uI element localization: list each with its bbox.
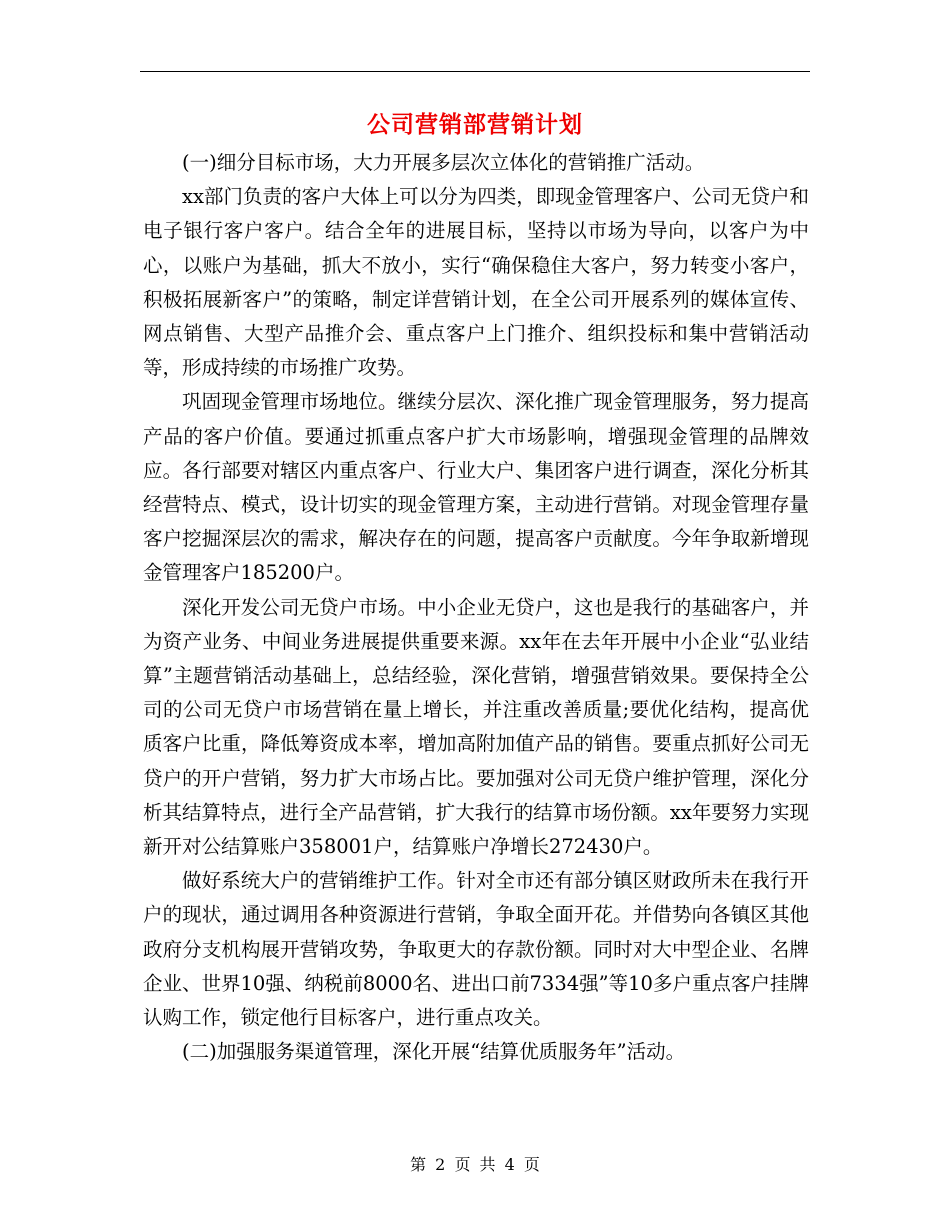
paragraph-3: 巩固现金管理市场地位。继续分层次、深化推广现金管理服务，努力提高产品的客户价值。要通过抓重点客户扩大市场影响，增强现金管理的品牌效应。各行部要对辖区内重点客户、行业大户、集团客户进行调查，深化分析其经营特点、模式，设计切实的现金管理方案，主动进行营销。对现金管理存量客户挖掘深层次的需求，解决存在的问题，提高客户贡献度。今年争取新增现金管理客户185200户。 xyxy=(143,390,809,585)
page-footer: 第 2 页 共 4 页 xyxy=(410,1155,540,1174)
paragraph-2: xx部门负责的客户大体上可以分为四类，即现金管理客户、公司无贷户和电子银行客户客户。结合全年的进展目标，坚持以市场为导向，以客户为中心，以账户为基础，抓大不放小，实行“确保稳住大客户，努力转变小客户，积极拓展新客户”的策略，制定详营销计划，在全公司开展系列的媒体宣传、网点销售、大型产品推介会、重点客户上门推介、组织投标和集中营销活动等，形成持续的市场推广攻势。 xyxy=(143,185,809,380)
paragraph-1: (一)细分目标市场，大力开展多层次立体化的营销推广活动。 xyxy=(182,151,705,174)
paragraph-6: (二)加强服务渠道管理，深化开展“结算优质服务年”活动。 xyxy=(182,1040,686,1064)
document-title: 公司营销部营销计划 xyxy=(367,111,583,138)
paragraph-4: 深化开发公司无贷户市场。中小企业无贷户，这也是我行的基础客户，并为资产业务、中间业务进展提供重要来源。xx年在去年开展中小企业“弘业结算”主题营销活动基础上，总结经验，深化营销，增强营销效果。要保持全公司的公司无贷户市场营销在量上增长，并注重改善质量;要优化结构，提高优质客户比重，降低筹资成本率，增加高附加值产品的销售。要重点抓好公司无贷户的开户营销，努力扩大市场占比。要加强对公司无贷户维护管理，深化分析其结算特点，进行全产品营销，扩大我行的结算市场份额。xx年要努力实现新开对公结算账户358001户，结算账户净增长272430户。 xyxy=(143,595,809,859)
document-body xyxy=(143,146,809,1069)
header-rule xyxy=(140,71,810,72)
paragraph-5: 做好系统大户的营销维护工作。针对全市还有部分镇区财政所未在我行开户的现状，通过调用各种资源进行营销，争取全面开花。并借势向各镇区其他政府分支机构展开营销攻势，争取更大的存款份额。同时对大中型企业、名牌企业、世界10强、纳税前8000名、进出口前7334强”等10多户重点客户挂牌认购工作，锁定他行目标客户，进行重点攻关。 xyxy=(143,869,809,1030)
